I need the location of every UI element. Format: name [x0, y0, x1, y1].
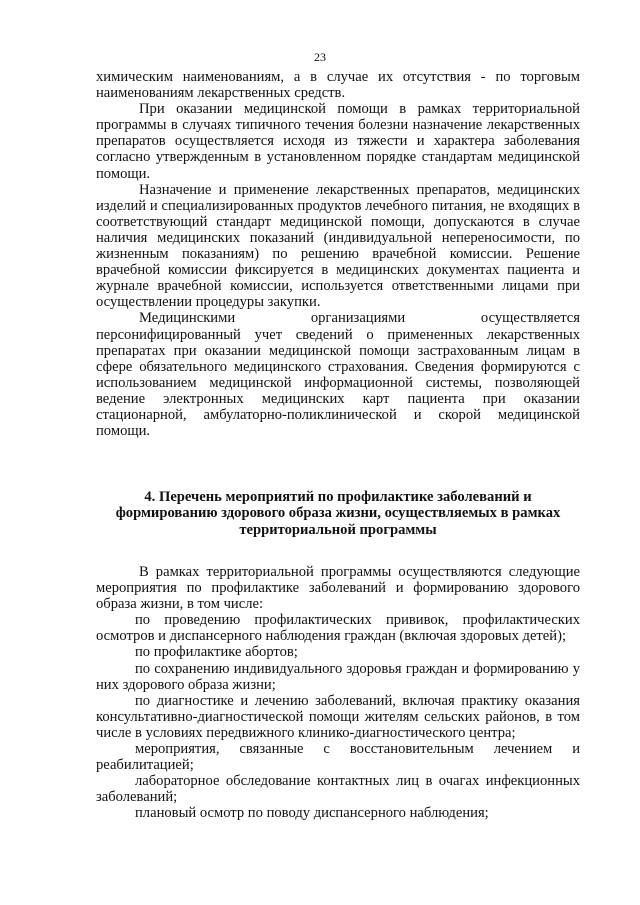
paragraph: Назначение и применение лекарственных препаратов, медицинских изделий и специализированных продуктов лечебного питания, не входящих в соответствующий стандарт медицинской помощи, допускаются в случае наличия медицинских показаний (индивидуальной непереносимости, по жизненным показаниям) по решению врачебной комиссии. Решение врачебной комиссии фиксируется в медицинских документах пациента и журнале врачебной комиссии, используется ответственными лицами при осуществлении процедуры закупки. — [96, 181, 580, 311]
paragraph: Медицинскими организациями осуществляется персонифицированный учет сведений о примененных лекарственных препаратах при оказании медицинской помощи застрахованным лицам в сфере обязательного медицинского страхования. Сведения формируются с использованием медицинской информационной системы, позволяющей ведение электронных медицинских карт пациента при оказании стационарной, амбулаторно-поликлинической и скорой медицинской помощи. — [96, 310, 580, 440]
page-number: 23 — [314, 50, 326, 64]
list-item: по проведению профилактических прививок, профилактических осмотров и диспансерного наблюдения граждан (включая здоровых детей); — [96, 612, 580, 645]
body-text-bottom — [96, 564, 580, 822]
list-item: по сохранению индивидуального здоровья граждан и формированию у них здорового образа жизни; — [96, 660, 580, 693]
section-heading-line: формированию здорового образа жизни, осуществляемых в рамках — [115, 505, 561, 522]
list-item: по профилактике абортов; — [135, 644, 298, 661]
list-item: плановый осмотр по поводу диспансерного наблюдения; — [135, 805, 489, 822]
list-item: по диагностике и лечению заболеваний, включая практику оказания консультативно-диагностической помощи жителям сельских районов, в том числе в условиях передвижного клинико-диагностического центра; — [96, 692, 580, 741]
section-heading-line: 4. Перечень мероприятий по профилактике заболеваний и — [144, 489, 532, 505]
section-heading — [96, 489, 580, 538]
body-text-top — [96, 69, 580, 439]
list-item: лабораторное обследование контактных лиц в очагах инфекционных заболеваний; — [96, 773, 580, 806]
section-heading-line: территориальной программы — [239, 521, 437, 538]
paragraph: При оказании медицинской помощи в рамках территориальной программы в случаях типичного течения болезни назначение лекарственных препаратов осуществляется исходя из тяжести и характера заболевания согласно утвержденным в установленном порядке стандартам медицинской помощи. — [96, 101, 580, 182]
intro-paragraph: В рамках территориальной программы осуществляются следующие мероприятия по профилактике заболеваний и формированию здорового образа жизни, в том числе: — [96, 564, 580, 613]
list-item: мероприятия, связанные с восстановительным лечением и реабилитацией; — [96, 741, 580, 774]
paragraph: химическим наименованиям, а в случае их отсутствия - по торговым наименованиям лекарственных средств. — [96, 69, 580, 102]
